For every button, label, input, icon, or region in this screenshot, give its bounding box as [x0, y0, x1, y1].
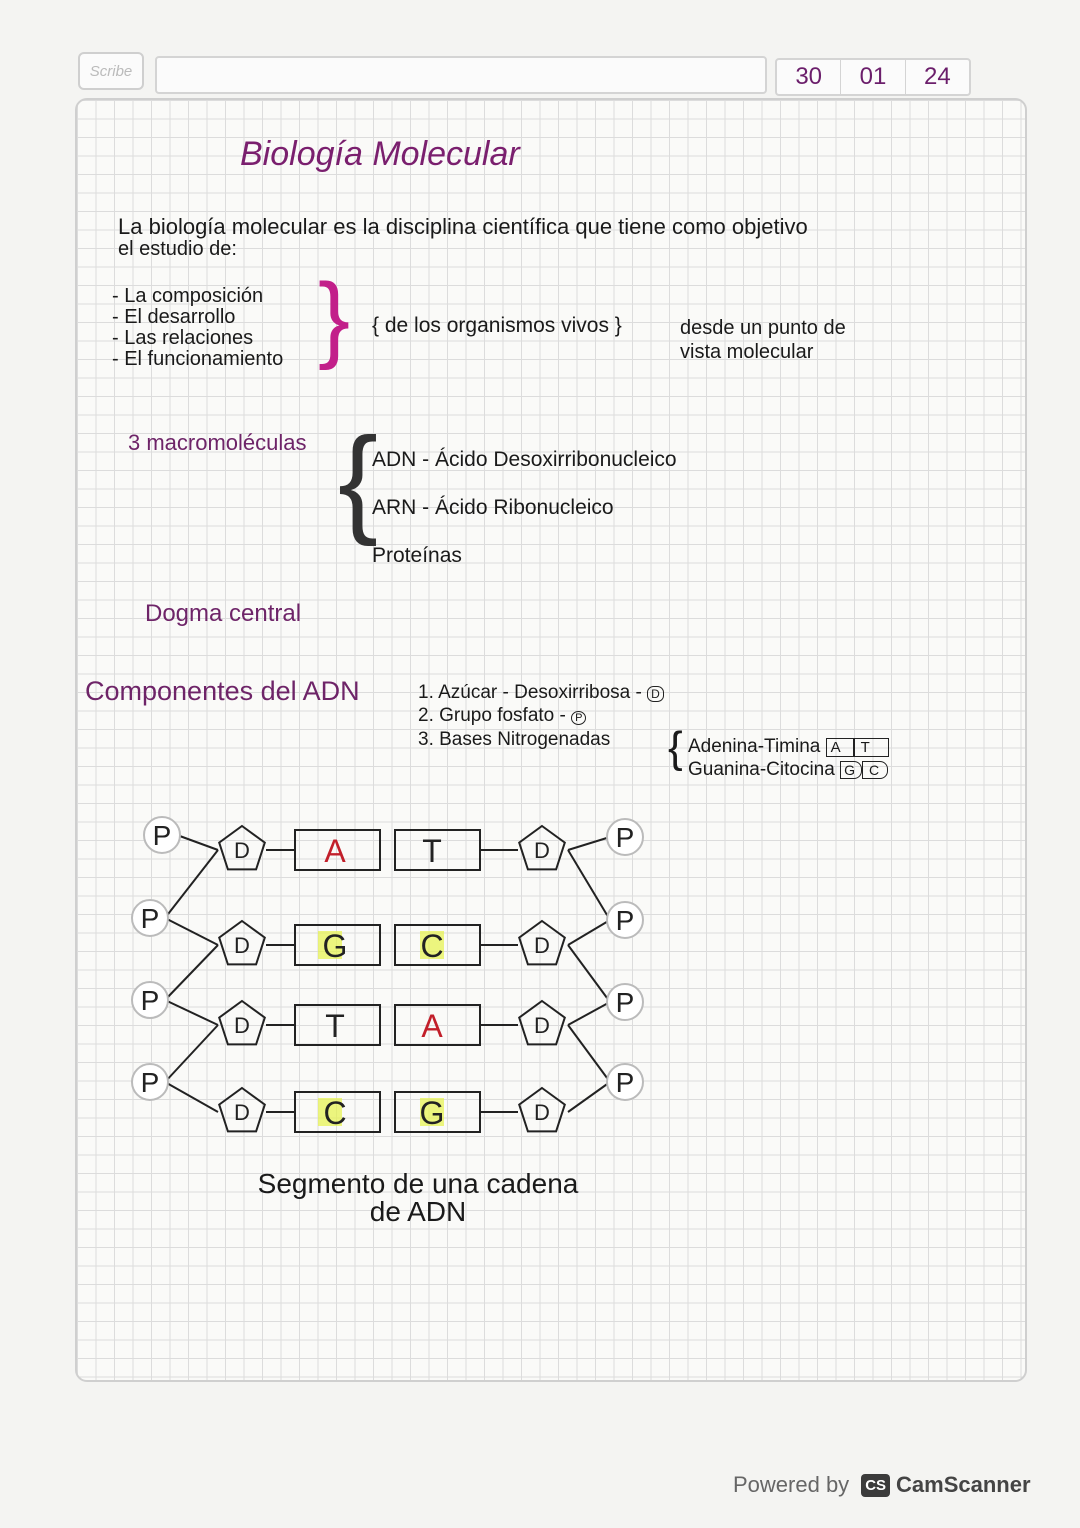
of-text: de los organismos vivos [384, 314, 609, 337]
phosphate-label: P [615, 822, 635, 853]
list-item: Proteínas [372, 544, 462, 567]
phosphate-label: P [140, 903, 160, 934]
brace-icon: } [318, 264, 351, 371]
brace-icon: { [668, 723, 683, 772]
pair-text: Adenina-Timina [688, 736, 821, 757]
list-item: ADN - Ácido Desoxirribonucleico [372, 448, 677, 471]
base-label: A [324, 833, 346, 869]
list-item: - La composición [112, 285, 264, 307]
phosphate-label: P [615, 987, 635, 1018]
date-year: 24 [923, 63, 951, 90]
backbone-line [165, 1082, 218, 1112]
of-organisms: { de los organismos vivos } [372, 314, 622, 337]
backbone-line [568, 837, 610, 850]
brace-icon: { [338, 413, 379, 547]
powered-by-text: Powered by [733, 1472, 850, 1497]
sugar-label: D [234, 933, 250, 958]
phosphate-label: P [615, 905, 635, 936]
backbone-line [568, 1002, 610, 1025]
sugar-icon: D [647, 686, 664, 702]
intro-line-2: el estudio de: [118, 238, 237, 260]
components-heading: Componentes del ADN [85, 676, 360, 706]
base-symbol: A [826, 738, 854, 757]
base-symbol: G [840, 761, 862, 779]
backbone-line [568, 1082, 610, 1112]
backbone-line [568, 945, 610, 1002]
phosphate-icon: P [571, 711, 586, 725]
list-item: ARN - Ácido Ribonucleico [372, 496, 614, 519]
viewpoint-line-2: vista molecular [680, 341, 814, 363]
phosphate-label: P [615, 1067, 635, 1098]
base-symbol: T [854, 738, 889, 757]
base-label: C [420, 928, 444, 964]
base-label: G [322, 928, 348, 964]
backbone-line [165, 850, 218, 918]
backbone-line [177, 835, 218, 850]
base-label: A [421, 1008, 443, 1044]
macromolecules-label: 3 macromoléculas [128, 430, 307, 455]
sugar-label: D [234, 1100, 250, 1125]
item-text: 1. Azúcar - Desoxirribosa - [418, 682, 642, 703]
backbone-line [568, 920, 610, 945]
brand-text: CamScanner [896, 1472, 1031, 1497]
caption-line-1: Segmento de una cadena [257, 1168, 579, 1199]
base-label: T [325, 1008, 345, 1044]
sugar-label: D [234, 1013, 250, 1038]
intro-line-1: La biología molecular es la disciplina científica que tiene como objetivo [118, 214, 808, 239]
scribe-logo: Scribe [78, 52, 144, 90]
list-item: - El desarrollo [112, 306, 236, 328]
sugar-label: D [534, 838, 550, 863]
sugar-label: D [534, 933, 550, 958]
date-month: 01 [841, 60, 905, 94]
cs-icon: CS [861, 1474, 890, 1497]
diagram-caption [238, 1170, 598, 1226]
camscanner-logo [861, 1472, 1030, 1498]
backbone-line [165, 1000, 218, 1025]
phosphate-label: P [140, 985, 160, 1016]
backbone-line [165, 918, 218, 945]
base-label: T [422, 833, 442, 869]
phosphate-label: P [152, 820, 172, 851]
sugar-label: D [534, 1100, 550, 1125]
item-text: 2. Grupo fosfato - [418, 705, 566, 726]
list-item: - El funcionamiento [112, 348, 284, 370]
base-label: C [323, 1095, 347, 1131]
sugar-label: D [534, 1013, 550, 1038]
backbone-line [568, 1025, 610, 1082]
item-text: 3. Bases Nitrogenadas [418, 729, 611, 750]
viewpoint-line-1: desde un punto de [680, 317, 846, 339]
sugar-label: D [234, 838, 250, 863]
footer [733, 1472, 1031, 1498]
phosphate-label: P [140, 1067, 160, 1098]
page-title: Biología Molecular [240, 135, 520, 173]
pair-text: Guanina-Citocina [688, 759, 835, 780]
date-day: 30 [777, 60, 841, 94]
backbone-line [165, 945, 218, 1000]
base-label: G [419, 1095, 445, 1131]
backbone-line [165, 1025, 218, 1082]
base-symbol: C [862, 761, 888, 779]
caption-line-2: de ADN [369, 1196, 467, 1227]
dogma-heading: Dogma central [145, 600, 302, 627]
backbone-line [568, 850, 610, 920]
list-item: - Las relaciones [112, 327, 254, 349]
